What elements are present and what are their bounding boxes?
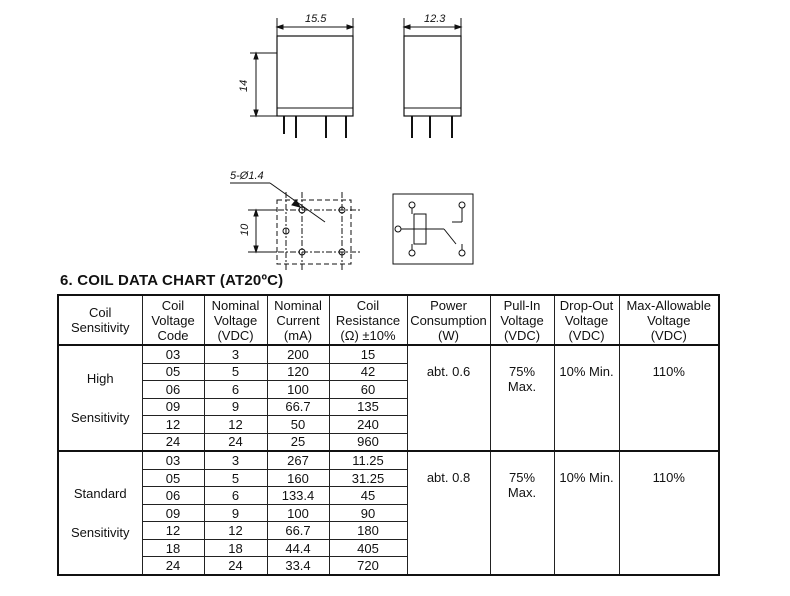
column-header-6: Pull-In Voltage (VDC) (490, 295, 554, 345)
voltage-code-cell: 24 (142, 557, 204, 575)
voltage-code-cell: 24 (142, 433, 204, 451)
voltage-code-cell: 09 (142, 398, 204, 416)
dim-width-label: 15.5 (305, 13, 327, 25)
voltage-code-cell: 03 (142, 451, 204, 469)
nominal-voltage-cell: 12 (204, 416, 267, 434)
nominal-voltage-cell: 5 (204, 363, 267, 381)
coil-resistance-cell: 960 (329, 433, 407, 451)
drop-out-voltage-cell: 10% Min. (554, 345, 619, 451)
column-header-3: Nominal Current (mA) (267, 295, 329, 345)
column-header-2: Nominal Voltage (VDC) (204, 295, 267, 345)
relay-dimension-drawing (0, 0, 790, 272)
column-header-4: Coil Resistance (Ω) ±10% (329, 295, 407, 345)
coil-resistance-cell: 11.25 (329, 451, 407, 469)
coil-data-table (57, 294, 720, 576)
nominal-voltage-cell: 3 (204, 451, 267, 469)
nominal-current-cell: 100 (267, 381, 329, 399)
drop-out-voltage-cell: 10% Min. (554, 451, 619, 575)
voltage-code-cell: 06 (142, 381, 204, 399)
nominal-voltage-cell: 24 (204, 557, 267, 575)
voltage-code-cell: 06 (142, 487, 204, 505)
voltage-code-cell: 09 (142, 504, 204, 522)
voltage-code-cell: 03 (142, 345, 204, 363)
dim-height-label: 14 (238, 79, 250, 92)
column-header-7: Drop-Out Voltage (VDC) (554, 295, 619, 345)
nominal-current-cell: 33.4 (267, 557, 329, 575)
coil-resistance-cell: 60 (329, 381, 407, 399)
table-row (58, 451, 719, 469)
schematic-view (393, 194, 473, 264)
max-allowable-voltage-cell: 110% (619, 451, 719, 575)
coil-resistance-cell: 720 (329, 557, 407, 575)
voltage-code-cell: 12 (142, 416, 204, 434)
power-consumption-cell: abt. 0.6 (407, 345, 490, 451)
front-view (250, 18, 353, 138)
nominal-current-cell: 50 (267, 416, 329, 434)
coil-sensitivity-cell (58, 451, 142, 575)
column-header-8: Max-Allowable Voltage (VDC) (619, 295, 719, 345)
nominal-voltage-cell: 5 (204, 469, 267, 487)
nominal-current-cell: 66.7 (267, 398, 329, 416)
nominal-voltage-cell: 9 (204, 504, 267, 522)
sensitivity-label-top: High (86, 371, 114, 387)
nominal-current-cell: 100 (267, 504, 329, 522)
nominal-voltage-cell: 6 (204, 381, 267, 399)
coil-resistance-cell: 405 (329, 539, 407, 557)
nominal-current-cell: 44.4 (267, 539, 329, 557)
sensitivity-label-bottom: Sensitivity (70, 525, 130, 541)
section-title: 6. COIL DATA CHART (AT20ºC) (60, 272, 284, 289)
nominal-current-cell: 120 (267, 363, 329, 381)
nominal-current-cell: 200 (267, 345, 329, 363)
nominal-voltage-cell: 6 (204, 487, 267, 505)
nominal-voltage-cell: 3 (204, 345, 267, 363)
nominal-current-cell: 66.7 (267, 522, 329, 540)
coil-resistance-cell: 45 (329, 487, 407, 505)
column-header-5: Power Consumption (W) (407, 295, 490, 345)
table-row (58, 345, 719, 363)
dim-hole-label: 5-Ø1.4 (230, 170, 264, 182)
max-allowable-voltage-cell: 110% (619, 345, 719, 451)
coil-resistance-cell: 180 (329, 522, 407, 540)
voltage-code-cell: 12 (142, 522, 204, 540)
sensitivity-label-top: Standard (73, 486, 127, 502)
nominal-current-cell: 25 (267, 433, 329, 451)
nominal-current-cell: 160 (267, 469, 329, 487)
nominal-voltage-cell: 12 (204, 522, 267, 540)
pull-in-voltage-cell: 75% Max. (490, 451, 554, 575)
coil-resistance-cell: 90 (329, 504, 407, 522)
coil-resistance-cell: 42 (329, 363, 407, 381)
dim-pitch-label: 10 (239, 223, 251, 236)
sensitivity-label-bottom: Sensitivity (70, 410, 130, 426)
coil-resistance-cell: 240 (329, 416, 407, 434)
pull-in-voltage-cell: 75% Max. (490, 345, 554, 451)
nominal-voltage-cell: 18 (204, 539, 267, 557)
voltage-code-cell: 05 (142, 469, 204, 487)
column-header-0: Coil Sensitivity (58, 295, 142, 345)
coil-resistance-cell: 135 (329, 398, 407, 416)
coil-resistance-cell: 15 (329, 345, 407, 363)
power-consumption-cell: abt. 0.8 (407, 451, 490, 575)
side-view (404, 18, 461, 138)
voltage-code-cell: 18 (142, 539, 204, 557)
nominal-voltage-cell: 24 (204, 433, 267, 451)
column-header-1: Coil Voltage Code (142, 295, 204, 345)
coil-resistance-cell: 31.25 (329, 469, 407, 487)
nominal-current-cell: 267 (267, 451, 329, 469)
dim-depth-label: 12.3 (424, 13, 446, 25)
voltage-code-cell: 05 (142, 363, 204, 381)
nominal-voltage-cell: 9 (204, 398, 267, 416)
coil-sensitivity-cell (58, 345, 142, 451)
table-header-row (58, 295, 719, 345)
nominal-current-cell: 133.4 (267, 487, 329, 505)
